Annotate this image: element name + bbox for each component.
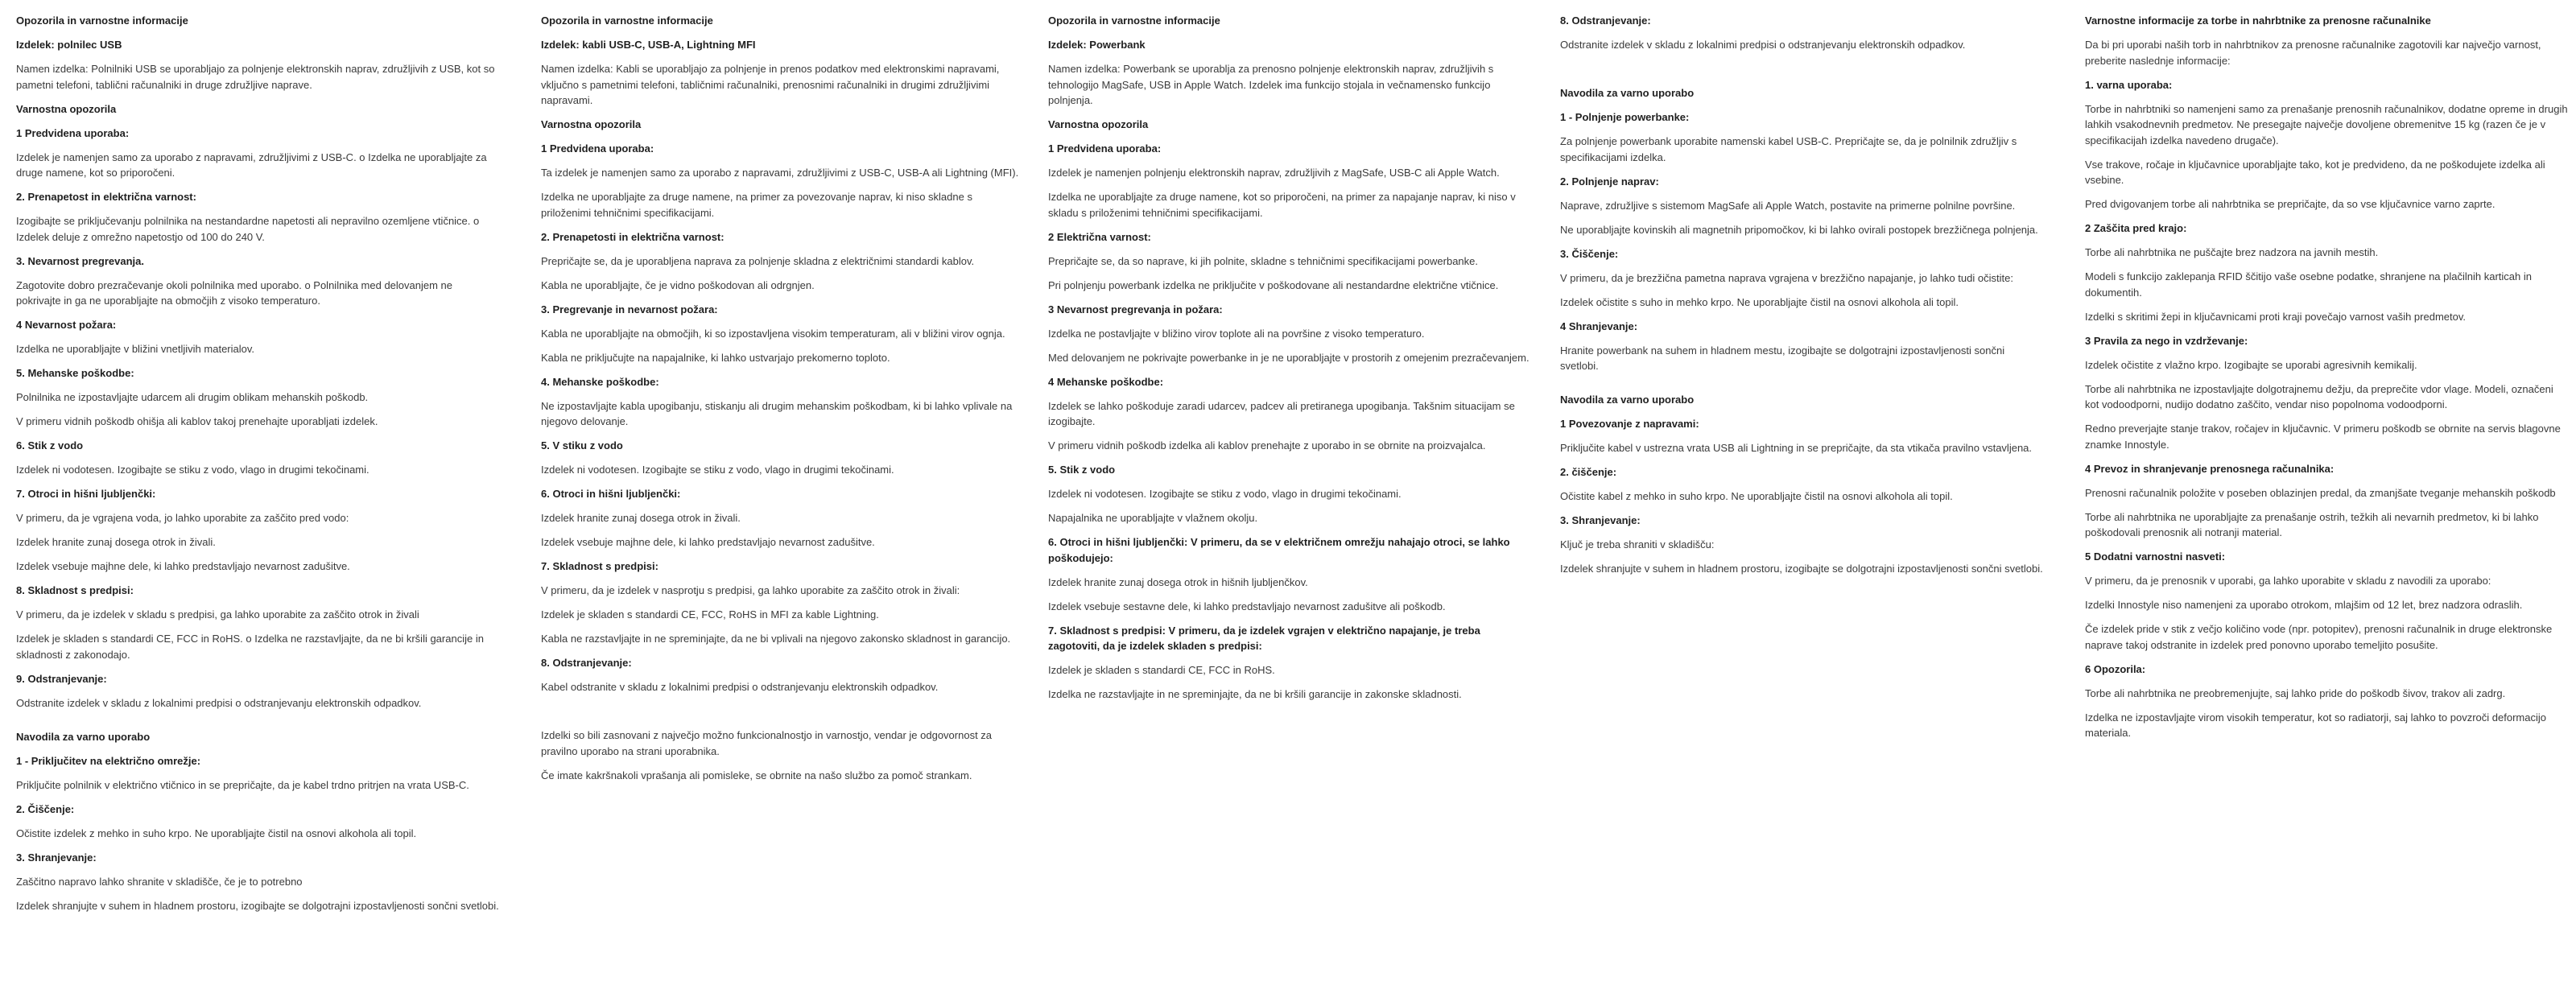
paragraph: Zagotovite dobro prezračevanje okoli polnilnika med uporabo. o Polnilnika med delovanjem ne pokrivajte in ga ne uporabljajte na območjih z visoko temperaturo. bbox=[16, 278, 452, 307]
section-heading: 5. Mehanske poškodbe: bbox=[16, 367, 134, 379]
section-heading: 6. Otroci in hišni ljubljenčki: V primeru, da se v električnem omrežju nahajajo otroci, se lahko poškodujejo: bbox=[1048, 536, 1510, 564]
paragraph: Da bi pri uporabi naših torb in nahrbtnikov za prenosne računalnike zagotovili kar največjo varnost, preberite naslednje informacije: bbox=[2085, 39, 2541, 67]
paragraph: Prepričajte se, da so naprave, ki jih polnite, skladne s tehničnimi specifikacijami powerbanke. bbox=[1048, 254, 1478, 267]
paragraph: Izdelek shranjujte v suhem in hladnem prostoru, izogibajte se dolgotrajni izpostavljenosti sončni svetlobi. bbox=[1560, 563, 2043, 575]
paragraph: Pri polnjenju powerbank izdelka ne priključite v poškodovane ali nestandardne električne vtičnice. bbox=[1048, 278, 1499, 291]
paragraph: Namen izdelka: Kabli se uporabljajo za polnjenje in prenos podatkov med elektronskimi napravami, vključno s pametnimi telefoni, tabličnimi računalniki, prenosnimi računalniki in drugimi združljivimi napravami. bbox=[541, 63, 1000, 106]
section-heading: 7. Otroci in hišni ljubljenčki: bbox=[16, 488, 156, 500]
paragraph: Priključite kabel v ustrezna vrata USB ali Lightning in se prepričajte, da sta vtikača pravilno vstavljena. bbox=[1560, 442, 2033, 454]
section-heading: Varnostna opozorila bbox=[541, 118, 642, 130]
paragraph: Izdelek hranite zunaj dosega otrok in hišnih ljubljenčkov. bbox=[1048, 575, 1308, 588]
paragraph: Napajalnika ne uporabljajte v vlažnem okolju. bbox=[1048, 512, 1258, 524]
paragraph: Modeli s funkcijo zaklepanja RFID ščitijo vaše osebne podatke, shranjene na plačilnih karticah in dokumentih. bbox=[2085, 270, 2532, 299]
section-heading: 1 Predvidena uporaba: bbox=[16, 126, 130, 139]
paragraph: V primeru, da je prenosnik v uporabi, ga lahko uporabite v skladu z navodili za uporabo: bbox=[2085, 575, 2491, 587]
paragraph: Vse trakove, ročaje in ključavnice uporabljajte tako, kot je predvideno, da ne poškodujete izdelka ali vsebine. bbox=[2085, 158, 2545, 186]
paragraph: Izdelek vsebuje majhne dele, ki lahko predstavljajo nevarnost zadušitve. bbox=[16, 560, 350, 572]
section-heading: 4 Nevarnost požara: bbox=[16, 319, 117, 331]
paragraph: Očistite kabel z mehko in suho krpo. Ne uporabljajte čistil na osnovi alkohola ali topil. bbox=[1560, 490, 1953, 502]
section-heading: 6 Opozorila: bbox=[2085, 662, 2146, 675]
paragraph: Torbe in nahrbtniki so namenjeni samo za prenašanje prenosnih računalnikov, dodatne opreme in drugih lahkih vsakodnevnih predmetov. Ne presegajte največje dovoljene obremenitve 15 kg (razen če je v specifikacijah izdelka navedeno drugače). bbox=[2085, 102, 2568, 146]
section-heading: 8. Odstranjevanje: bbox=[541, 657, 632, 669]
section-heading: 2. Prenapetost in električna varnost: bbox=[16, 191, 196, 203]
paragraph: Očistite izdelek z mehko in suho krpo. Ne uporabljajte čistil na osnovi alkohola ali topil. bbox=[16, 827, 417, 839]
paragraph: Izdelka ne izpostavljajte virom visokih temperatur, kot so radiatorji, saj lahko to povzroči deformacijo materiala. bbox=[2085, 711, 2546, 739]
paragraph: Izdelek je skladen s standardi CE, FCC in RoHS. o Izdelka ne razstavljajte, da ne bi kršili garancije in skladnosti z zakonodajo. bbox=[16, 633, 484, 661]
paragraph: Torbe ali nahrbtnika ne izpostavljajte dolgotrajnemu dežju, da preprečite vdor vlage. Modeli, označeni kot vodoodporni, nudijo dodatno zaščito, vendar niso popolnoma vodoodporni. bbox=[2085, 382, 2553, 410]
paragraph: Izdelek ni vodotesen. Izogibajte se stiku z vodo, vlago in drugimi tekočinami. bbox=[16, 464, 369, 476]
section-heading: 4 Prevoz in shranjevanje prenosnega računalnika: bbox=[2085, 462, 2334, 475]
paragraph: V primeru vidnih poškodb izdelka ali kablov prenehajte z uporabo in se obrnite na proizvajalca. bbox=[1048, 439, 1486, 451]
paragraph: Pred dvigovanjem torbe ali nahrbtnika se prepričajte, da so vse ključavnice varno zaprte. bbox=[2085, 198, 2496, 210]
paragraph: Ta izdelek je namenjen samo za uporabo z napravami, združljivimi z USB-C, USB-A ali Lightning (MFI). bbox=[541, 167, 1019, 179]
paragraph: Izdelki s skritimi žepi in ključavnicami proti kraji povečajo varnost vaših predmetov. bbox=[2085, 310, 2466, 323]
paragraph: Ne uporabljajte kovinskih ali magnetnih pripomočkov, ki bi lahko ovirali postopek brezžičnega polnjenja. bbox=[1560, 223, 2038, 236]
section-heading: 1 Predvidena uporaba: bbox=[541, 142, 654, 155]
text-column-usb-charger-column bbox=[16, 13, 499, 922]
paragraph: Kabla ne priključujte na napajalnike, ki lahko ustvarjajo prekomerno toploto. bbox=[541, 351, 890, 364]
section-heading: 9. Odstranjevanje: bbox=[16, 672, 107, 685]
paragraph: Izdelek je skladen s standardi CE, FCC in RoHS. bbox=[1048, 664, 1275, 676]
paragraph: Izdelka ne postavljajte v bližino virov toplote ali na površine z visoko temperaturo. bbox=[1048, 327, 1425, 340]
paragraph: Izdelek hranite zunaj dosega otrok in živali. bbox=[541, 512, 741, 524]
paragraph: Izogibajte se priključevanju polnilnika na nestandardne napetosti ali nepravilno ozemljene vtičnice. o Izdelek deluje z omrežno napetostjo od 100 do 240 V. bbox=[16, 215, 480, 243]
paragraph: Polnilnika ne izpostavljajte udarcem ali drugim oblikam mehanskih poškodb. bbox=[16, 391, 369, 403]
paragraph: Priključite polnilnik v električno vtičnico in se prepričajte, da je kabel trdno pritrjen na vrata USB-C. bbox=[16, 778, 469, 791]
paragraph: Izdelka ne razstavljajte in ne spreminjajte, da ne bi kršili garancije in zakonske skladnosti. bbox=[1048, 688, 1462, 700]
section-heading: Izdelek: kabli USB-C, USB-A, Lightning MFI bbox=[541, 39, 756, 51]
section-heading: 4. Mehanske poškodbe: bbox=[541, 375, 659, 388]
section-heading: 1 - Polnjenje powerbanke: bbox=[1560, 111, 1690, 123]
section-heading: 7. Skladnost s predpisi: V primeru, da je izdelek vgrajen v električno napajanje, je treba zagotoviti, da je izdelek skladen s predpisi: bbox=[1048, 624, 1480, 652]
paragraph: Izdelki Innostyle niso namenjeni za uporabo otrokom, mlajšim od 12 let, brez nadzora odraslih. bbox=[2085, 599, 2523, 611]
text-column-powerbank-column bbox=[1048, 13, 1531, 711]
paragraph: Če izdelek pride v stik z večjo količino vode (npr. potopitev), prenosni računalnik in druge elektronske naprave takoj odstranite in izdelek pred ponovno uporabo temeljito posušite. bbox=[2085, 623, 2553, 651]
vertical-spacer bbox=[1560, 382, 2043, 392]
section-heading: 3. Čiščenje: bbox=[1560, 247, 1619, 260]
paragraph: Izdelek je namenjen samo za uporabo z napravami, združljivimi z USB-C. o Izdelka ne uporabljajte za druge namene, kot so priporočeni. bbox=[16, 150, 487, 179]
section-heading: 3. Nevarnost pregrevanja. bbox=[16, 254, 144, 267]
paragraph: Med delovanjem ne pokrivajte powerbanke in je ne uporabljajte v prostorih z omejenim prezračevanjem. bbox=[1048, 351, 1530, 364]
vertical-spacer bbox=[1560, 61, 2043, 85]
vertical-spacer bbox=[16, 719, 499, 729]
paragraph: Izdelka ne uporabljajte v bližini vnetljivih materialov. bbox=[16, 343, 255, 355]
paragraph: Prepričajte se, da je uporabljena naprava za polnjenje skladna z električnimi standardi kablov. bbox=[541, 254, 975, 267]
section-heading: 1 Predvidena uporaba: bbox=[1048, 142, 1162, 155]
paragraph: Torbe ali nahrbtnika ne uporabljajte za prenašanje ostrih, težkih ali nevarnih predmetov, ki bi lahko poškodovali prenosnik ali notranji material. bbox=[2085, 510, 2539, 538]
paragraph: Izdelek shranjujte v suhem in hladnem prostoru, izogibajte se dolgotrajni izpostavljenosti sončni svetlobi. bbox=[16, 899, 499, 912]
paragraph: Izdelek ni vodotesen. Izogibajte se stiku z vodo, vlago in drugimi tekočinami. bbox=[541, 464, 894, 476]
section-heading: 1. varna uporaba: bbox=[2085, 78, 2173, 91]
section-heading: 7. Skladnost s predpisi: bbox=[541, 560, 658, 572]
section-heading: Navodila za varno uporabo bbox=[1560, 394, 1695, 406]
section-heading: Varnostna opozorila bbox=[16, 102, 117, 115]
paragraph: Izdelek ni vodotesen. Izogibajte se stiku z vodo, vlago in drugimi tekočinami. bbox=[1048, 488, 1402, 500]
paragraph: Izdelek je namenjen polnjenju elektronskih naprav, združljivih z MagSafe, USB-C ali Apple Watch. bbox=[1048, 167, 1500, 179]
section-heading: 3 Nevarnost pregrevanja in požara: bbox=[1048, 303, 1223, 315]
section-heading: 2 Električna varnost: bbox=[1048, 230, 1151, 243]
section-heading: 3 Pravila za nego in vzdrževanje: bbox=[2085, 334, 2248, 347]
section-heading: 6. Stik z vodo bbox=[16, 439, 84, 451]
paragraph: Hranite powerbank na suhem in hladnem mestu, izogibajte se dolgotrajni izpostavljenosti sončni svetlobi. bbox=[1560, 344, 2005, 372]
section-heading: 6. Otroci in hišni ljubljenčki: bbox=[541, 488, 681, 500]
paragraph: Torbe ali nahrbtnika ne puščajte brez nadzora na javnih mestih. bbox=[2085, 246, 2379, 258]
section-heading: 8. Skladnost s predpisi: bbox=[16, 584, 134, 596]
paragraph: Izdelek vsebuje sestavne dele, ki lahko predstavljajo nevarnost zadušitve ali poškodb. bbox=[1048, 600, 1446, 612]
paragraph: Izdelek je skladen s standardi CE, FCC, RoHS in MFI za kable Lightning. bbox=[541, 608, 879, 621]
text-column-laptop-bags-column bbox=[2085, 13, 2568, 749]
paragraph: V primeru vidnih poškodb ohišja ali kablov takoj prenehajte uporabljati izdelek. bbox=[16, 415, 378, 427]
section-heading: 3. Pregrevanje in nevarnost požara: bbox=[541, 303, 718, 315]
section-heading: Izdelek: Powerbank bbox=[1048, 39, 1146, 51]
paragraph: Kabla ne razstavljajte in ne spreminjajte, da ne bi vplivali na njegovo zakonsko skladnost in garancijo. bbox=[541, 633, 1011, 645]
paragraph: Namen izdelka: Powerbank se uporablja za prenosno polnjenje elektronskih naprav, združljivih s tehnologijo MagSafe, USB in Apple Watch. Izdelek ima funkcijo stojala in večnamensko funkcijo polnjenja. bbox=[1048, 63, 1494, 106]
paragraph: Prenosni računalnik položite v poseben oblazinjen predal, da zmanjšate tveganje mehanskih poškodb bbox=[2085, 486, 2556, 499]
paragraph: Ključ je treba shraniti v skladišču: bbox=[1560, 538, 1715, 550]
paragraph: Kabla ne uporabljajte, če je vidno poškodovan ali odrgnjen. bbox=[541, 278, 815, 291]
section-heading: 1 - Priključitev na električno omrežje: bbox=[16, 754, 201, 767]
text-column-cables-column bbox=[541, 13, 1024, 792]
section-heading: 2. Čiščenje: bbox=[16, 802, 75, 815]
vertical-spacer bbox=[541, 703, 1024, 728]
paragraph: Naprave, združljive s sistemom MagSafe ali Apple Watch, postavite na primerne polnilne površine. bbox=[1560, 199, 2016, 212]
paragraph: Izdelka ne uporabljajte za druge namene, kot so priporočeni, na primer za napajanje naprav, ki niso v skladu s priloženimi tehničnimi specifikacijami. bbox=[1048, 191, 1516, 219]
section-heading: 1 Povezovanje z napravami: bbox=[1560, 418, 1699, 430]
paragraph: Odstranite izdelek v skladu z lokalnimi predpisi o odstranjevanju elektronskih odpadkov. bbox=[16, 696, 422, 709]
paragraph: Kabel odstranite v skladu z lokalnimi predpisi o odstranjevanju elektronskih odpadkov. bbox=[541, 681, 939, 693]
section-heading: Opozorila in varnostne informacije bbox=[1048, 14, 1220, 27]
paragraph: Za polnjenje powerbank uporabite namenski kabel USB-C. Prepričajte se, da je polnilnik združljiv s specifikacijami izdelka. bbox=[1560, 135, 2017, 163]
paragraph: V primeru, da je vgrajena voda, jo lahko uporabite za zaščito pred vodo: bbox=[16, 512, 349, 524]
paragraph: V primeru, da je izdelek v skladu s predpisi, ga lahko uporabite za zaščito otrok in živali bbox=[16, 608, 419, 621]
section-heading: Opozorila in varnostne informacije bbox=[16, 14, 188, 27]
section-heading: Navodila za varno uporabo bbox=[1560, 87, 1695, 99]
section-heading: 2. čiščenje: bbox=[1560, 466, 1617, 478]
section-heading: 5. Stik z vodo bbox=[1048, 464, 1116, 476]
paragraph: Izdelek očistite z vlažno krpo. Izogibajte se uporabi agresivnih kemikalij. bbox=[2085, 358, 2417, 371]
paragraph: Izdelki so bili zasnovani z največjo možno funkcionalnostjo in varnostjo, vendar je odgovornost za pravilno uporabo na strani uporabnika. bbox=[541, 729, 993, 757]
section-heading: Navodila za varno uporabo bbox=[16, 730, 151, 743]
section-heading: 2. Prenapetosti in električna varnost: bbox=[541, 230, 724, 243]
section-heading: Izdelek: polnilec USB bbox=[16, 39, 122, 51]
paragraph: Izdelka ne uporabljajte za druge namene, na primer za povezovanje naprav, ki niso skladne s priloženimi tehničnimi specifikacijami. bbox=[541, 191, 972, 219]
paragraph: Kabla ne uporabljajte na območjih, ki so izpostavljena visokim temperaturam, ali v bližini virov ognja. bbox=[541, 327, 1005, 340]
section-heading: 3. Shranjevanje: bbox=[16, 851, 97, 864]
paragraph: Namen izdelka: Polnilniki USB se uporabljajo za polnjenje elektronskih naprav, združljivih z USB, kot so pametni telefoni, tablični računalniki in druge združljive naprave. bbox=[16, 63, 495, 91]
section-heading: 2. Polnjenje naprav: bbox=[1560, 175, 1659, 188]
paragraph: Redno preverjajte stanje trakov, ročajev in ključavnic. V primeru poškodb se obrnite na servis blagovne znamke Innostyle. bbox=[2085, 423, 2561, 451]
section-heading: Varnostne informacije za torbe in nahrbtnike za prenosne računalnike bbox=[2085, 14, 2431, 27]
section-heading: Opozorila in varnostne informacije bbox=[541, 14, 713, 27]
section-heading: 2 Zaščita pred krajo: bbox=[2085, 222, 2187, 234]
section-heading: Varnostna opozorila bbox=[1048, 118, 1149, 130]
paragraph: Izdelek hranite zunaj dosega otrok in živali. bbox=[16, 536, 216, 548]
paragraph: Odstranite izdelek v skladu z lokalnimi predpisi o odstranjevanju elektronskih odpadkov. bbox=[1560, 39, 1966, 51]
paragraph: Če imate kakršnakoli vprašanja ali pomisleke, se obrnite na našo službo za pomoč strankam. bbox=[541, 769, 972, 781]
paragraph: Torbe ali nahrbtnika ne preobremenjujte, saj lahko pride do poškodb šivov, trakov ali zadrg. bbox=[2085, 686, 2506, 699]
section-heading: 5. V stiku z vodo bbox=[541, 439, 623, 451]
paragraph: Izdelek vsebuje majhne dele, ki lahko predstavljajo nevarnost zadušitve. bbox=[541, 536, 875, 548]
section-heading: 8. Odstranjevanje: bbox=[1560, 14, 1651, 27]
paragraph: Zaščitno napravo lahko shranite v skladišče, če je to potrebno bbox=[16, 875, 303, 888]
paragraph: V primeru, da je brezžična pametna naprava vgrajena v brezžično napajanje, jo lahko tudi očistite: bbox=[1560, 271, 2013, 284]
paragraph: Izdelek se lahko poškoduje zaradi udarcev, padcev ali pretiranega upogibanja. Takšnim situacijam se izogibajte. bbox=[1048, 399, 1515, 427]
section-heading: 5 Dodatni varnostni nasveti: bbox=[2085, 550, 2226, 563]
paragraph: Izdelek očistite s suho in mehko krpo. Ne uporabljajte čistil na osnovi alkohola ali topil. bbox=[1560, 295, 1959, 308]
text-column-powerbank-cables-usage-column bbox=[1560, 13, 2043, 585]
paragraph: Ne izpostavljajte kabla upogibanju, stiskanju ali drugim mehanskim poškodbam, ki bi lahko vplivale na njegovo delovanje. bbox=[541, 399, 1013, 427]
paragraph: V primeru, da je izdelek v nasprotju s predpisi, ga lahko uporabite za zaščito otrok in živali: bbox=[541, 584, 960, 596]
section-heading: 3. Shranjevanje: bbox=[1560, 514, 1641, 526]
section-heading: 4 Shranjevanje: bbox=[1560, 320, 1638, 332]
section-heading: 4 Mehanske poškodbe: bbox=[1048, 375, 1164, 388]
